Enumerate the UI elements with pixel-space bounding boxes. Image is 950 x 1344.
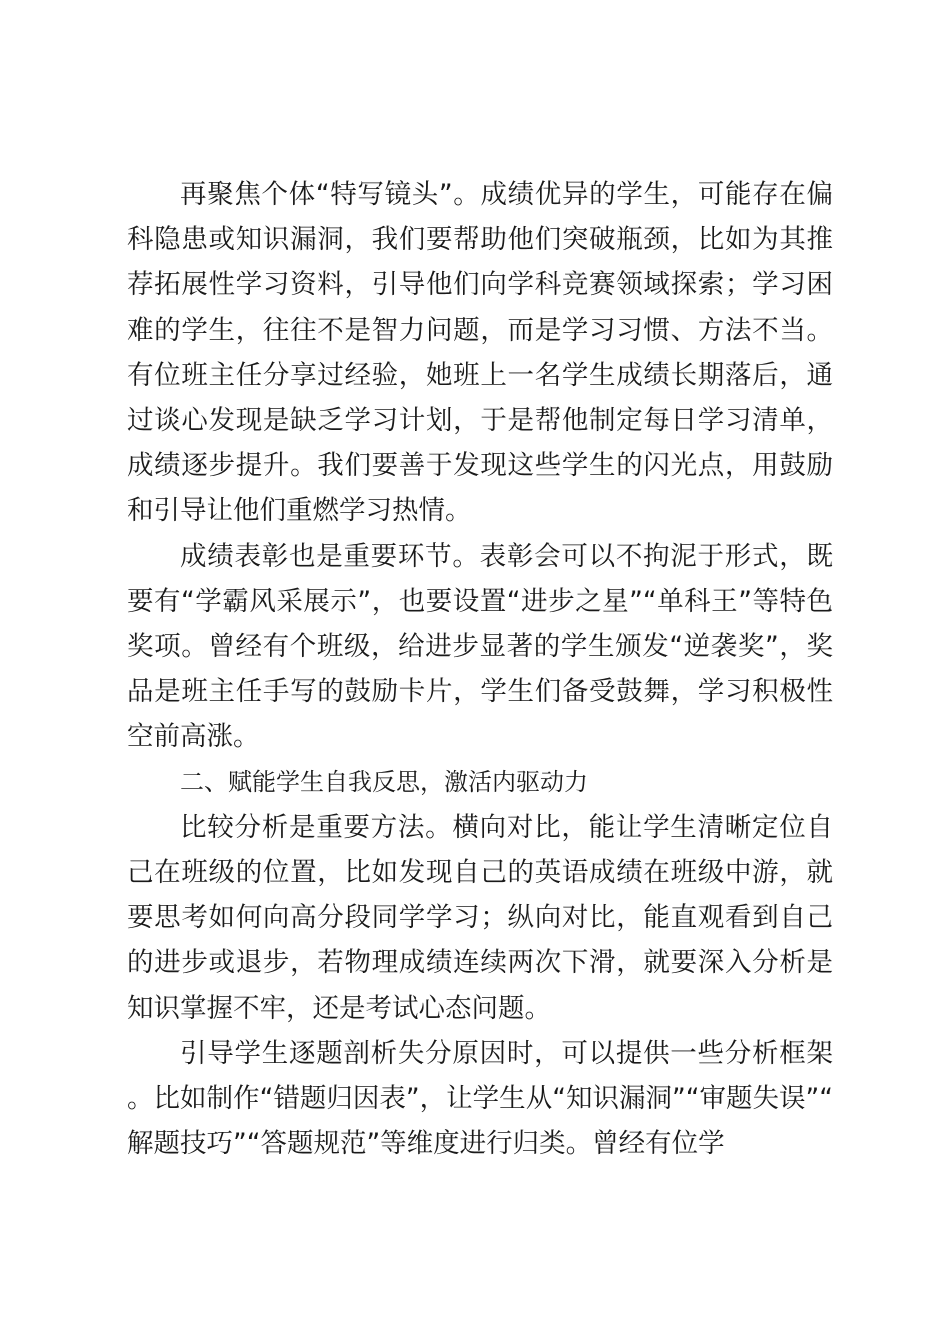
paragraph-error-analysis: 引导学生逐题剖析失分原因时，可以提供一些分析框架。比如制作“错题归因表”，让学生从“知识漏洞”“审题失误”“解题技巧”“答题规范”等维度进行归类。曾经有位学 (127, 1037, 833, 1160)
paragraph-focus-individual: 再聚焦个体“特写镜头”。成绩优异的学生，可能存在偏科隐患或知识漏洞，我们要帮助他们突破瓶颈，比如为其推荐拓展性学习资料，引导他们向学科竞赛领域探索；学习困难的学生，往往不是智力问题，而是学习习惯、方法不当。有位班主任分享过经验，她班上一名学生成绩长期落后，通过谈心发现是缺乏学习计划，于是帮他制定每日学习清单，成绩逐步提升。我们要善于发现这些学生的闪光点，用鼓励和引导让他们重燃学习热情。 (127, 179, 833, 527)
body-text (127, 172, 833, 1166)
section-heading: 二、赋能学生自我反思，激活内驱动力 (180, 767, 588, 796)
paragraph-recognition: 成绩表彰也是重要环节。表彰会可以不拘泥于形式，既要有“学霸风采展示”，也要设置“进步之星”“单科王”等特色奖项。曾经有个班级，给进步显著的学生颁发“逆袭奖”，奖品是班主任手写的鼓励卡片，学生们备受鼓舞，学习积极性空前高涨。 (127, 540, 833, 753)
paragraph-comparison: 比较分析是重要方法。横向对比，能让学生清晰定位自己在班级的位置，比如发现自己的英语成绩在班级中游，就要思考如何向高分段同学学习；纵向对比，能直观看到自己的进步或退步，若物理成绩连续两次下滑，就要深入分析是知识掌握不牢，还是考试心态问题。 (127, 811, 833, 1024)
